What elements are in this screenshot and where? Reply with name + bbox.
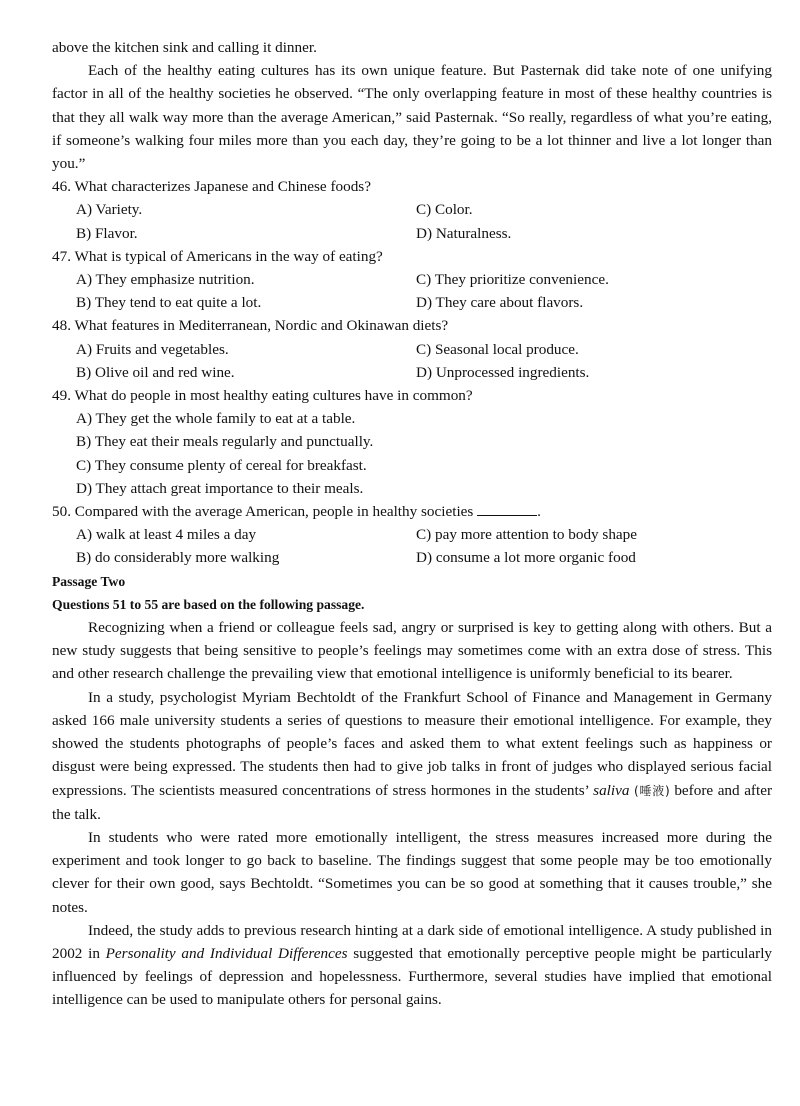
question-49 bbox=[52, 384, 772, 500]
question-stem: 46. What characterizes Japanese and Chinese foods? bbox=[52, 178, 371, 196]
paragraph-text: suggested that emotionally perceptive people might be particularly influenced by feelings of depression and hopelessness. Furthermore, several studies have implied that emotional intelligence can be used to manipulate others for personal gains. bbox=[52, 944, 773, 1009]
question-stem: 48. What features in Mediterranean, Nordic and Okinawan diets? bbox=[52, 317, 449, 335]
answer-blank bbox=[477, 501, 537, 516]
passage-two-instruction: Questions 51 to 55 are based on the following passage. bbox=[52, 596, 365, 612]
option-c: C) pay more attention to body shape bbox=[416, 526, 638, 544]
option-c: C) Color. bbox=[416, 201, 473, 219]
paragraph-text: Indeed, the study adds to previous research hinting at a dark side of emotional intelligence. A study published in 2002 in bbox=[52, 921, 772, 962]
italic-term: saliva bbox=[593, 781, 630, 799]
option-b: B) They eat their meals regularly and punctually. bbox=[76, 433, 374, 451]
question-48 bbox=[52, 314, 772, 384]
option-c: C) Seasonal local produce. bbox=[416, 340, 579, 358]
passage-one-paragraph: Each of the healthy eating cultures has its own unique feature. But Pasternak did take note of one unifying factor in all of the healthy societies he observed. “The only overlapping feature in most of these healthy countries is that they all walk way more than the average American,” said Pasternak. “So really, regardless of what you’re eating, if someone’s walking four miles more than you each day, they’re going to be a lot thinner and live a lot longer than you.” bbox=[52, 62, 772, 173]
passage-one-tail: above the kitchen sink and calling it dinner. bbox=[52, 39, 317, 56]
journal-title: Personality and Individual Differences bbox=[105, 944, 348, 962]
question-stem: 49. What do people in most healthy eating cultures have in common? bbox=[52, 387, 473, 405]
options bbox=[52, 198, 772, 244]
option-b: B) do considerably more walking bbox=[76, 549, 280, 567]
question-stem: 50. Compared with the average American, people in healthy societies bbox=[52, 503, 474, 521]
option-d: D) Unprocessed ingredients. bbox=[416, 363, 590, 381]
passage-two-paragraph-3: In students who were rated more emotionally intelligent, the stress measures increased more during the experiment and took longer to go back to baseline. The findings suggest that some people may be too emotionally clever for their own good, says Bechtoldt. “Sometimes you can be so good at something that it causes trouble,” she notes. bbox=[52, 828, 772, 916]
option-a: A) They emphasize nutrition. bbox=[76, 271, 255, 289]
options bbox=[52, 407, 772, 500]
question-stem-line bbox=[52, 500, 772, 523]
option-b: B) Flavor. bbox=[76, 224, 138, 242]
option-a: A) Variety. bbox=[76, 201, 143, 219]
options bbox=[52, 523, 772, 569]
question-50 bbox=[52, 500, 772, 570]
option-a: A) Fruits and vegetables. bbox=[76, 340, 229, 358]
options bbox=[52, 338, 772, 384]
paragraph-text: before and after the talk. bbox=[52, 781, 773, 823]
option-c: C) They consume plenty of cereal for breakfast. bbox=[76, 456, 367, 474]
option-a: A) They get the whole family to eat at a table. bbox=[76, 410, 356, 428]
question-stem: 47. What is typical of Americans in the way of eating? bbox=[52, 247, 383, 265]
question-46 bbox=[52, 175, 772, 245]
chinese-gloss: (唾液) bbox=[634, 783, 670, 798]
option-b: B) They tend to eat quite a lot. bbox=[76, 294, 262, 312]
option-d: D) They attach great importance to their meals. bbox=[76, 479, 364, 497]
question-47 bbox=[52, 245, 772, 315]
option-a: A) walk at least 4 miles a day bbox=[76, 526, 257, 544]
option-c: C) They prioritize convenience. bbox=[416, 271, 609, 289]
question-stem-end: . bbox=[537, 503, 541, 521]
option-d: D) Naturalness. bbox=[416, 224, 512, 242]
passage-two-paragraph-1: Recognizing when a friend or colleague feels sad, angry or surprised is key to getting along with others. But a new study suggests that being sensitive to people’s feelings may sometimes come with an extra dose of stress. This and other research challenge the prevailing view that emotional intelligence is uniformly beneficial to its bearer. bbox=[52, 619, 772, 683]
paragraph-text: In a study, psychologist Myriam Bechtoldt of the Frankfurt School of Finance and Management in Germany asked 166 male university students a series of questions to measure their emotional intelligence. For example, they showed the students photographs of people’s faces and asked them to what extent feelings such as happiness or disgust were being expressed. The students then had to give job talks in front of judges who displayed serious facial expressions. The scientists measured concentrations of stress hormones in the students’ bbox=[52, 688, 772, 799]
options bbox=[52, 268, 772, 314]
option-d: D) They care about flavors. bbox=[416, 294, 584, 312]
passage-two-heading: Passage Two bbox=[52, 573, 126, 589]
passage-two-paragraph-4 bbox=[52, 919, 772, 1012]
option-d: D) consume a lot more organic food bbox=[416, 549, 636, 567]
passage-two-paragraph-2 bbox=[52, 686, 772, 826]
option-b: B) Olive oil and red wine. bbox=[76, 363, 235, 381]
